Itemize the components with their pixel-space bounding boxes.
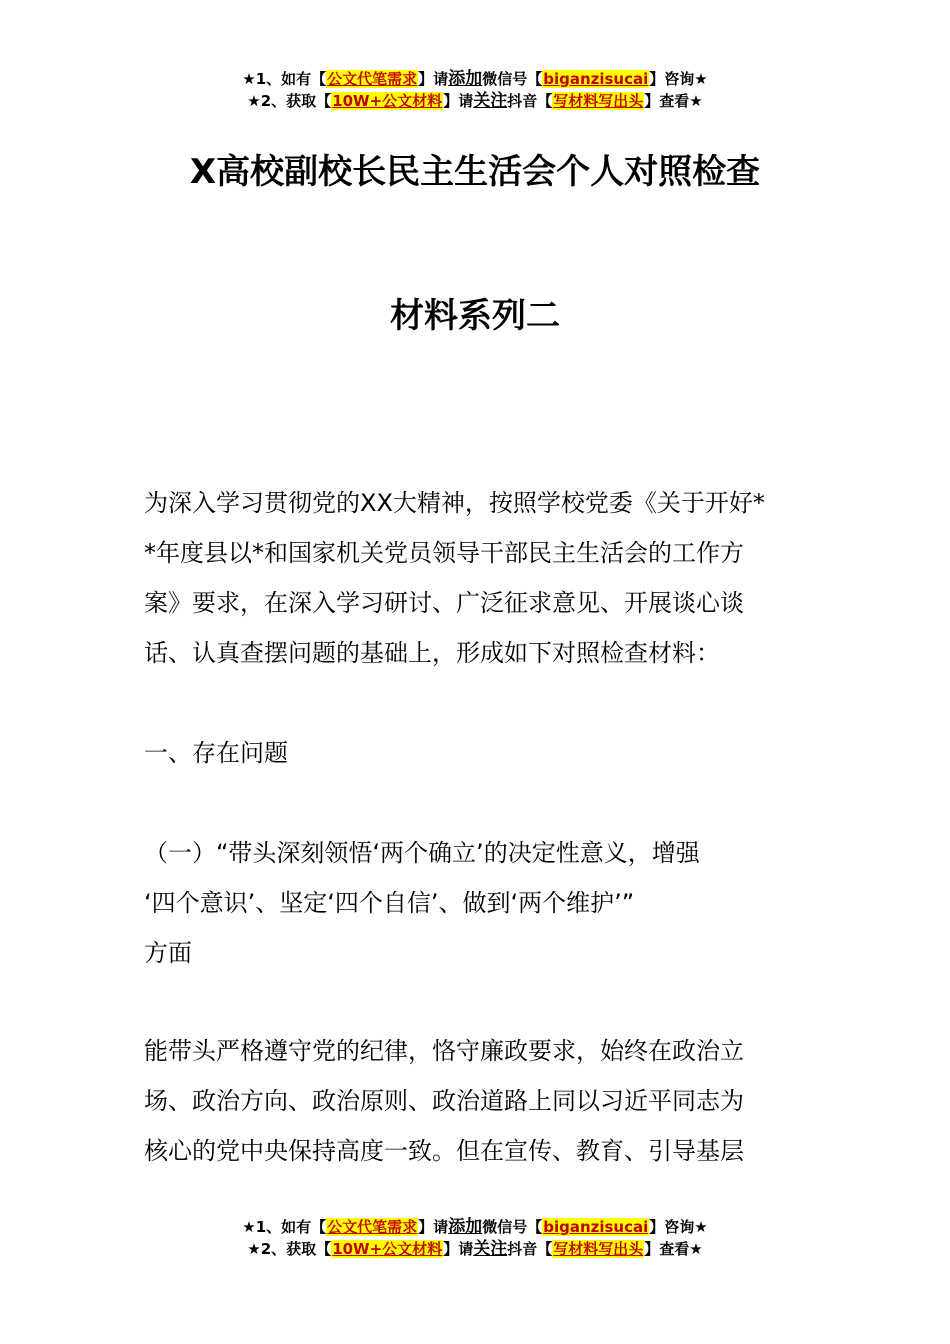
- banner-text: 抖音【: [507, 92, 553, 110]
- intro-paragraph: [144, 478, 808, 678]
- banner-text: 】咨询★: [649, 1218, 708, 1236]
- paragraph-line: 为深入学习贯彻党的XX大精神，按照学校党委《关于开好*: [144, 489, 765, 517]
- paragraph-line: 能带头严格遵守党的纪律，恪守廉政要求，始终在政治立: [144, 1037, 744, 1065]
- paragraph-line: （一）“带头深刻领悟‘两个确立’的决定性意义，增强: [144, 839, 700, 867]
- banner-line-1: [0, 68, 950, 90]
- paragraph-line: *年度县以*和国家机关党员领导干部民主生活会的工作方: [144, 539, 744, 567]
- banner-text: 】咨询★: [649, 70, 708, 88]
- paragraph-line: 案》要求，在深入学习研讨、广泛征求意见、开展谈心谈: [144, 589, 744, 617]
- banner-highlight: 写材料写出头: [553, 92, 644, 110]
- banner-text: 微信号【: [482, 70, 543, 88]
- banner-highlight: 10W+公文材料: [332, 92, 443, 110]
- banner-line-2: [0, 90, 950, 112]
- body-paragraph: [144, 1026, 808, 1176]
- paragraph-line: 核心的党中央保持高度一致。但在宣传、教育、引导基层: [144, 1137, 744, 1165]
- banner-emphasis: 添加: [448, 69, 483, 89]
- document-title-line-1: X高校副校长民主生活会个人对照检查: [189, 152, 761, 192]
- banner-text: ★2、获取【: [247, 92, 332, 110]
- banner-text: 】请: [418, 1218, 449, 1236]
- banner-text: 抖音【: [507, 1240, 553, 1258]
- section-heading-text: 一、存在问题: [144, 739, 288, 767]
- top-banner: [0, 68, 950, 112]
- banner-emphasis: 关注: [473, 1239, 508, 1259]
- banner-text: 】查看★: [644, 92, 703, 110]
- paragraph-line: 方面: [144, 939, 192, 967]
- banner-text: 】请: [443, 1240, 474, 1258]
- banner-highlight: biganzisucai: [543, 70, 649, 88]
- banner-text: ★2、获取【: [247, 1240, 332, 1258]
- banner-line-1: [0, 1216, 950, 1238]
- banner-highlight: 写材料写出头: [553, 1240, 644, 1258]
- section-heading: [144, 728, 808, 778]
- paragraph-line: 场、政治方向、政治原则、政治道路上同以习近平同志为: [144, 1087, 744, 1115]
- bottom-banner: [0, 1216, 950, 1260]
- banner-text: 】查看★: [644, 1240, 703, 1258]
- document-title-line-2: 材料系列二: [390, 296, 560, 336]
- banner-text: 】请: [443, 92, 474, 110]
- banner-highlight: 公文代笔需求: [327, 1218, 418, 1236]
- banner-text: ★1、如有【: [242, 1218, 327, 1236]
- paragraph-line: ‘四个意识’、坚定‘四个自信’、做到‘两个维护’”: [144, 889, 635, 917]
- banner-highlight: 10W+公文材料: [332, 1240, 443, 1258]
- subsection-heading: [144, 828, 808, 978]
- banner-emphasis: 添加: [448, 1217, 483, 1237]
- banner-line-2: [0, 1238, 950, 1260]
- banner-text: ★1、如有【: [242, 70, 327, 88]
- banner-highlight: 公文代笔需求: [327, 70, 418, 88]
- paragraph-line: 话、认真查摆问题的基础上，形成如下对照检查材料：: [144, 639, 720, 667]
- banner-highlight: biganzisucai: [543, 1218, 649, 1236]
- banner-emphasis: 关注: [473, 91, 508, 111]
- banner-text: 】请: [418, 70, 449, 88]
- banner-text: 微信号【: [482, 1218, 543, 1236]
